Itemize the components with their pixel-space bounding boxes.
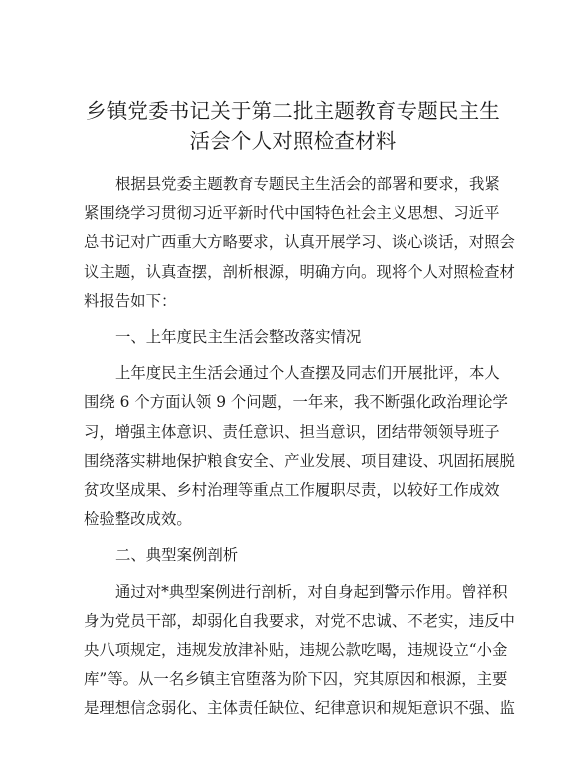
section2-line: 身为党员干部，却弱化自我要求，对党不忠诚、不老实，违反中: [84, 611, 515, 630]
intro-paragraph: [84, 170, 515, 316]
intro-line: 紧围绕学习贯彻习近平新时代中国特色社会主义思想、习近平: [84, 204, 500, 223]
section1-paragraph: [84, 359, 515, 534]
section1-line: 围绕 6 个方面认领 9 个问题，一年来，我不断强化政治理论学: [84, 393, 508, 412]
section2-line: 央八项规定，违规发放津补贴，违规公款吃喝，违规设立“小金: [84, 641, 508, 660]
section2-line: 是理想信念弱化、主体责任缺位、纪律意识和规矩意识不强、监: [84, 699, 515, 718]
section-heading-1: 一、上年度民主生活会整改落实情况: [115, 328, 362, 347]
intro-line: 根据县党委主题教育专题民主生活会的部署和要求，我紧: [115, 175, 500, 193]
section2-line: 库”等。从一名乡镇主官堕落为阶下囚，究其原因和根源，主要: [84, 670, 508, 689]
document-title: [84, 96, 502, 156]
title-line: 活会个人对照检查材料: [189, 129, 397, 153]
section1-line: 上年度民主生活会通过个人查摆及同志们开展批评，本人: [115, 364, 500, 383]
section2-line: 通过对*典型案例进行剖析，对自身起到警示作用。曾祥积: [115, 582, 508, 601]
intro-line: 总书记对广西重大方略要求，认真开展学习、谈心谈话，对照会: [84, 233, 515, 252]
section1-line: 习，增强主体意识、责任意识、担当意识，团结带领领导班子: [84, 422, 500, 441]
title-line: 乡镇党委书记关于第二批主题教育专题民主生: [86, 99, 500, 123]
intro-line: 议主题，认真查摆，剖析根源，明确方向。现将个人对照检查材: [84, 262, 515, 281]
section1-line: 围绕落实耕地保护粮食安全、产业发展、项目建设、巩固拓展脱: [84, 451, 515, 470]
section-heading-2: 二、典型案例剖析: [115, 546, 239, 565]
section1-line: 贫攻坚成果、乡村治理等重点工作履职尽责，以较好工作成效: [84, 481, 500, 500]
section1-line: 检验整改成效。: [84, 510, 192, 529]
intro-line: 料报告如下：: [84, 291, 177, 310]
section2-paragraph: [84, 578, 515, 724]
